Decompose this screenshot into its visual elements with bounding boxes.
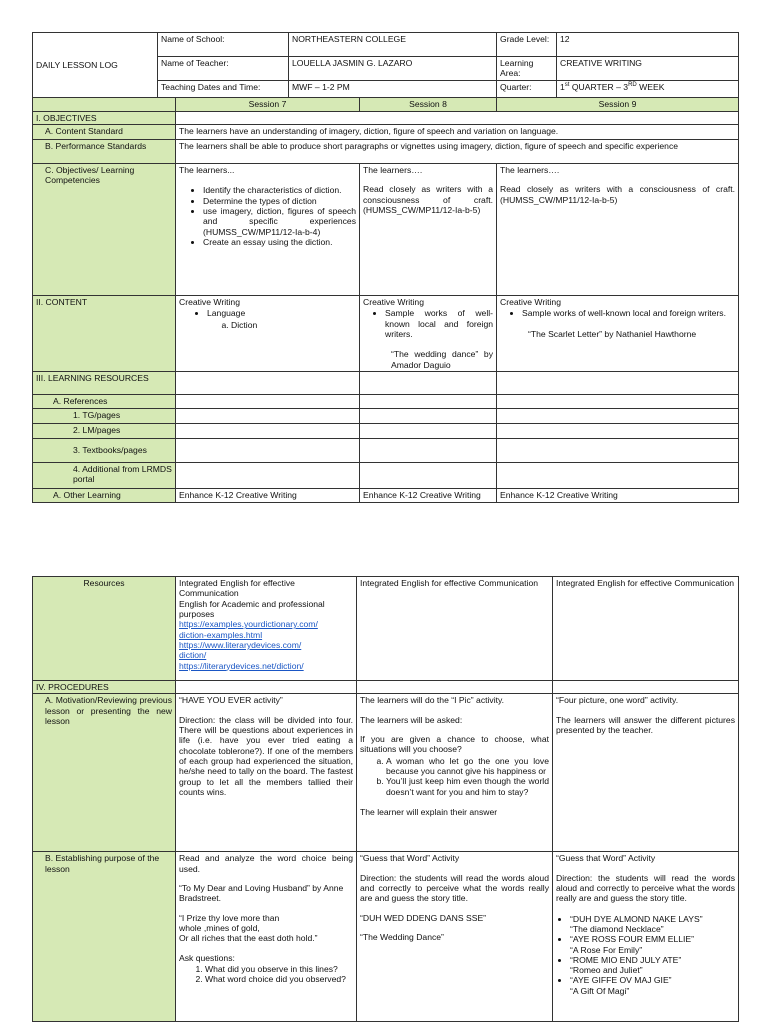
diction-examples-link[interactable]: diction-examples.html — [179, 629, 263, 640]
procedures-table — [32, 576, 739, 1022]
content-s7: Creative Writing • Language a. Diction — [176, 295, 360, 371]
teacher-label: Name of Teacher: — [158, 57, 289, 81]
session-header-blank — [33, 97, 176, 111]
literarydevices-com-link[interactable]: https://www.literarydevices.com/ — [179, 639, 302, 650]
area-value: CREATIVE WRITING — [557, 57, 739, 81]
literarydevices-net-link[interactable]: https://literarydevices.net/diction/ — [179, 660, 304, 671]
tg-pages-label: 1. TG/pages — [33, 408, 176, 423]
grade-label: Grade Level: — [497, 33, 557, 57]
procedures-title: IV. PROCEDURES — [33, 681, 176, 694]
area-label: Learning Area: — [497, 57, 557, 81]
establishing-purpose-label: B. Establishing purpose of the lesson — [33, 852, 176, 1022]
content-standard-label: A. Content Standard — [33, 124, 176, 139]
other-resources-s9: Enhance K-12 Creative Writing — [497, 488, 739, 502]
resources-s7: Integrated English for effective Communication English for Academic and professional purposes https://examples.yourdictionary.com/ diction-examples.html https://www.literarydevices.com/ diction/ https://literarydevices.net/diction/ — [176, 577, 357, 681]
competencies-s8: The learners…. Read closely as writers with a consciousness of craft. (HUMSS_CW/MP11/12-Ia-b-5) — [360, 163, 497, 295]
resources-s8: Integrated English for effective Communication — [357, 577, 553, 681]
other-resources-label-bottom: Resources — [33, 577, 176, 681]
school-value: NORTHEASTERN COLLEGE — [289, 33, 497, 57]
motivation-label: A. Motivation/Reviewing previous lesson or presenting the new lesson — [33, 694, 176, 852]
literarydevices-com-link[interactable]: diction/ — [179, 650, 207, 661]
quarter-label: Quarter: — [497, 80, 557, 97]
competencies-label: C. Objectives/ Learning Competencies — [33, 163, 176, 295]
content-label: II. CONTENT — [33, 295, 176, 371]
resources-s9: Integrated English for effective Communication — [553, 577, 739, 681]
content-s8: Creative Writing • Sample works of well-known local and foreign writers. “The wedding dance” by Amador Daguio — [360, 295, 497, 371]
guess-item: • “AYE ROSS FOUR EMM ELLIE” “A Rose For Emily” — [570, 934, 735, 955]
session-9-header: Session 9 — [497, 97, 739, 111]
guess-item: • “DUH DYE ALMOND NAKE LAYS” “The diamond Necklace” — [570, 914, 735, 935]
content-s9: Creative Writing • Sample works of well-known local and foreign writers. “The Scarlet Letter” by Nathaniel Hawthorne — [497, 295, 739, 371]
objectives-blank — [176, 111, 739, 124]
grade-value: 12 — [557, 33, 739, 57]
school-label: Name of School: — [158, 33, 289, 57]
competency-item: • Create an essay using the diction. — [203, 237, 356, 247]
session-7-header: Session 7 — [176, 97, 360, 111]
competency-item: • Determine the types of diction — [203, 196, 356, 206]
additional-lrmds-label: 4. Additional from LRMDS portal — [33, 462, 176, 488]
performance-text: The learners shall be able to produce short paragraphs or vignettes using imagery, diction, figure of speech and specific experience — [176, 139, 739, 163]
competency-item: • use imagery, diction, figures of speech and specific experiences (HUMSS_CW/MP11/12-Ia-b-4) — [203, 206, 356, 237]
other-resources-s8: Enhance K-12 Creative Writing — [360, 488, 497, 502]
motivation-s8: The learners will do the “I Pic” activity. The learners will be asked: If you are given a chance to choose, what situations will you choose? a. A woman who let go the one you love because you cannot give his happiness or b. You’ll just keep him even though the world doesn’t want for you and him to stay? The learner will explain their answer — [357, 694, 553, 852]
purpose-s8: “Guess that Word” Activity Direction: the students will read the words aloud and correctly to perceive what the words really are and guess the story title. “DUH WED DDENG DANS SSE” “The Wedding Dance” — [357, 852, 553, 1022]
competency-item: • Identify the characteristics of diction. — [203, 185, 356, 195]
objectives-title: I. OBJECTIVES — [33, 111, 176, 124]
daily-lesson-log-table — [32, 32, 739, 503]
teacher-value: LOUELLA JASMIN G. LAZARO — [289, 57, 497, 81]
session-8-header: Session 8 — [360, 97, 497, 111]
guess-item: • “AYE GIFFE OV MAJ GIE” “A Gift Of Magi” — [570, 975, 735, 996]
diction-examples-link[interactable]: https://examples.yourdictionary.com/ — [179, 619, 318, 630]
competencies-s7: The learners... • Identify the characteristics of diction. • Determine the types of diction • use imagery, diction, figures of speech and specific experiences (HUMSS_CW/MP11/12-Ia-b-4) • Create an essay using the diction. — [176, 163, 360, 295]
other-resources-label-top: A. Other Learning — [33, 488, 176, 502]
guess-item: • “ROME MIO END JULY ATE” “Romeo and Juliet” — [570, 955, 735, 976]
log-title: DAILY LESSON LOG — [33, 33, 158, 98]
dates-value: MWF – 1-2 PM — [289, 80, 497, 97]
competencies-s9: The learners…. Read closely as writers with a consciousness of craft. (HUMSS_CW/MP11/12-Ia-b-5) — [497, 163, 739, 295]
quarter-value: 1st QUARTER – 3RD WEEK — [557, 80, 739, 97]
motivation-s7: “HAVE YOU EVER activity” Direction: the class will be divided into four. There will be questions about experiences in life (i.e. have you ever tried eating a chocolate toblerone?). If one of the members of each group had experienced the situation, he/she need to tally on the board. The fastest group to let all the members tallied their counts wins. — [176, 694, 357, 852]
performance-label: B. Performance Standards — [33, 139, 176, 163]
textbooks-label: 3. Textbooks/pages — [33, 438, 176, 462]
purpose-s9: “Guess that Word” Activity Direction: the students will read the words aloud and correctly to perceive what the words really are and guess the story title. • “DUH DYE ALMOND NAKE LAYS” “The diamond Necklace” • “AYE ROSS FOUR EMM ELLIE” “A Rose For Emily” • “ROME MIO END JULY ATE” “Romeo and Juliet” • “AYE GIFFE OV MAJ GIE” “A Gift Of Magi” — [553, 852, 739, 1022]
purpose-s7: Read and analyze the word choice being used. “To My Dear and Loving Husband” by Anne Bradstreet. “I Prize thy love more than whole ,mines of gold, Or all riches that the east doth hold.” Ask questions: 1. What did you observe in this lines? 2. What word choice did you observed? — [176, 852, 357, 1022]
lm-pages-label: 2. LM/pages — [33, 423, 176, 438]
motivation-s9: “Four picture, one word” activity. The learners will answer the different pictures presented by the teacher. — [553, 694, 739, 852]
learning-resources-label: III. LEARNING RESOURCES — [33, 371, 176, 394]
content-standard-text: The learners have an understanding of imagery, diction, figure of speech and variation on language. — [176, 124, 739, 139]
dates-label: Teaching Dates and Time: — [158, 80, 289, 97]
references-label: A. References — [33, 394, 176, 408]
other-resources-s7: Enhance K-12 Creative Writing — [176, 488, 360, 502]
